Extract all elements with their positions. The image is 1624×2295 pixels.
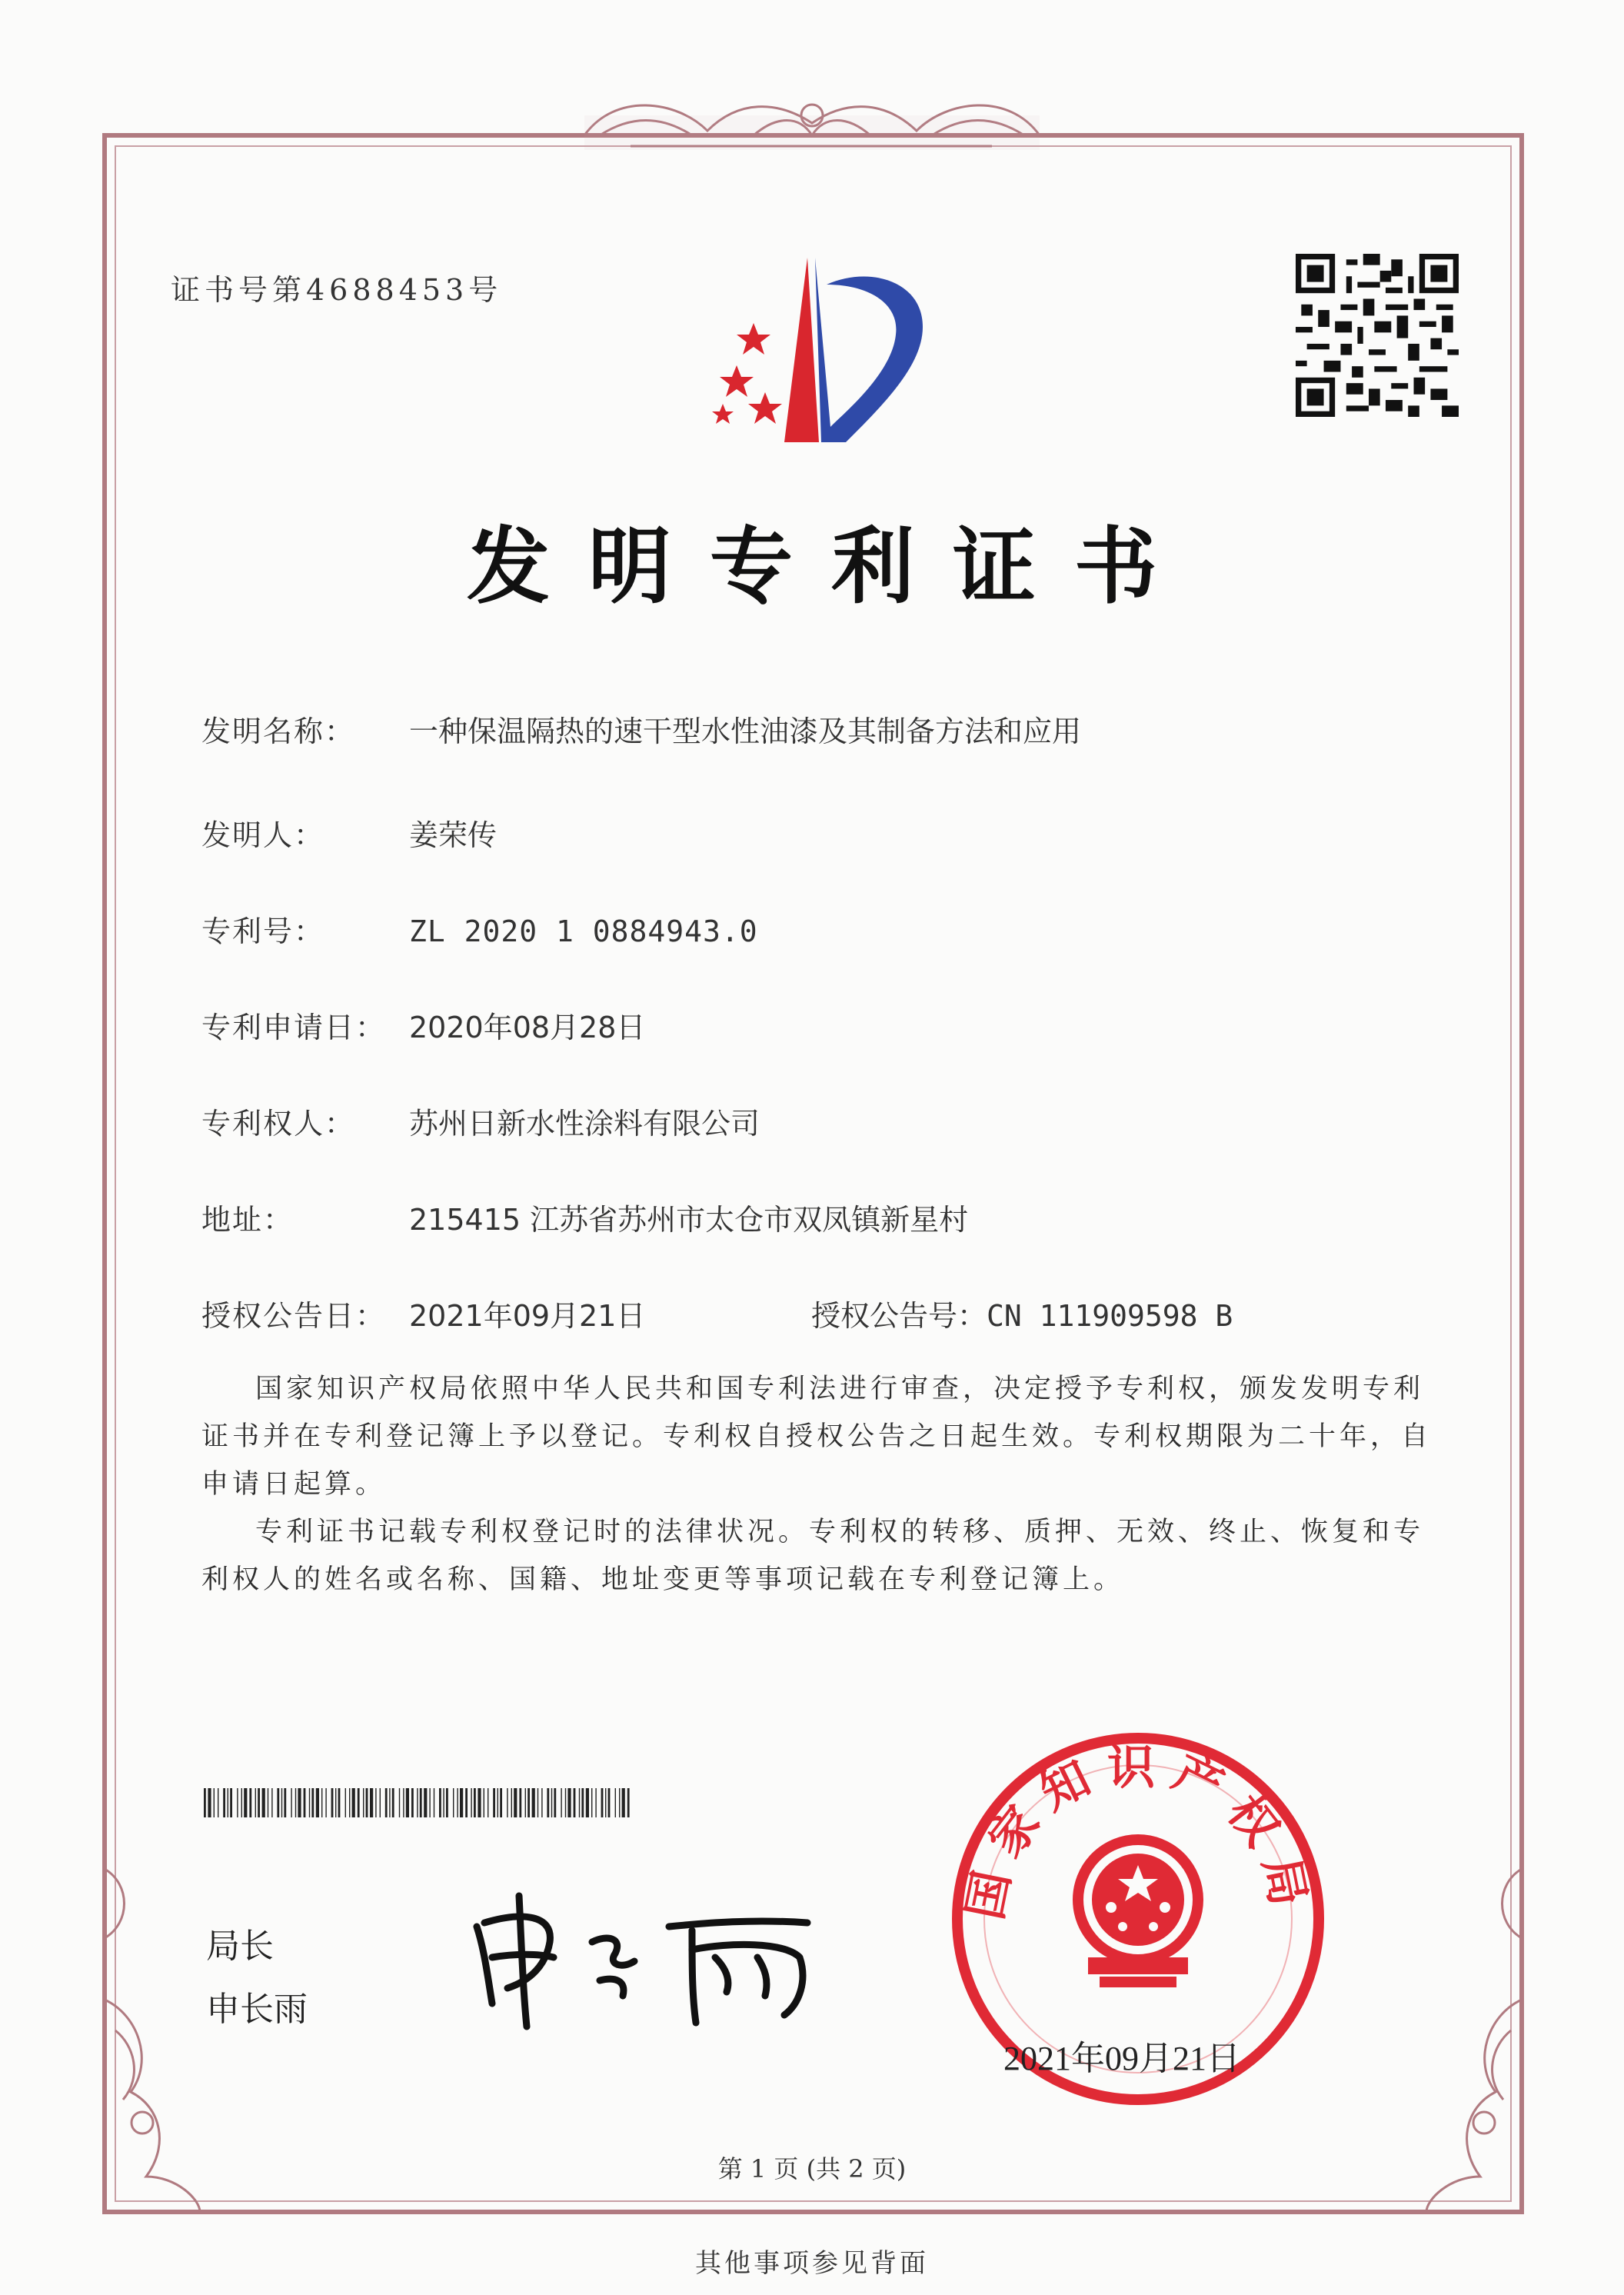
patent-office-logo-icon <box>692 250 946 458</box>
barcode-bar <box>519 1788 521 1817</box>
director-name: 申长雨 <box>206 1990 308 2029</box>
application-date-value: 2020年08月28日 <box>409 1011 646 1044</box>
barcode-bar <box>579 1788 580 1817</box>
field-application-date <box>201 1004 645 1046</box>
barcode-bar <box>565 1788 566 1817</box>
barcode-bar <box>541 1788 542 1817</box>
barcode-icon <box>204 1788 634 1817</box>
barcode-bar <box>554 1788 556 1817</box>
barcode-bar <box>537 1788 538 1817</box>
barcode-bar <box>309 1788 310 1817</box>
barcode-bar <box>551 1788 552 1817</box>
barcode-bar <box>349 1788 350 1817</box>
barcode-bar <box>608 1788 611 1817</box>
field-grant-date <box>201 1292 645 1334</box>
barcode-bar <box>586 1788 589 1817</box>
certificate-number: 证书号第4688453号 <box>171 273 503 307</box>
barcode-bar <box>295 1788 296 1817</box>
grant-date-value: 2021年09月21日 <box>409 1299 646 1333</box>
field-invention-name <box>201 708 1081 750</box>
barcode-bar <box>591 1788 592 1817</box>
application-date-label: 专利申请日： <box>201 1011 387 1044</box>
barcode-bar <box>615 1788 616 1817</box>
barcode-bar <box>567 1788 571 1817</box>
barcode-bar <box>277 1788 279 1817</box>
field-publication-number <box>811 1292 1233 1334</box>
barcode-bar <box>363 1788 364 1817</box>
barcode-bar <box>223 1788 225 1817</box>
barcode-bar <box>281 1788 282 1817</box>
barcode-bar <box>595 1788 596 1817</box>
invention-name-label: 发明名称： <box>201 714 356 748</box>
barcode-bar <box>335 1788 336 1817</box>
publication-number-label: 授权公告号： <box>811 1299 987 1333</box>
barcode-bar <box>619 1788 620 1817</box>
barcode-bar <box>547 1788 549 1817</box>
barcode-bar <box>284 1788 286 1817</box>
barcode-bar <box>581 1788 584 1817</box>
barcode-bar <box>424 1788 427 1817</box>
barcode-bar <box>443 1788 444 1817</box>
paragraph-grant-statement: 国家知识产权局依照中华人民共和国专利法进行审查，决定授予专利权，颁发发明专利证书并在专利登记簿上予以登记。专利权自授权公告之日起生效。专利权期限为二十年，自申请日起算。 <box>201 1374 1433 1500</box>
barcode-bar <box>446 1788 448 1817</box>
paragraph-legal-status: 专利证书记载专利权登记时的法律状况。专利权的转移、质押、无效、终止、恢复和专利权人的姓名或名称、国籍、地址变更等事项记载在专利登记簿上。 <box>201 1517 1425 1595</box>
address-value: 215415 江苏省苏州市太仓市双凤镇新星村 <box>409 1203 969 1237</box>
barcode-bar <box>385 1788 388 1817</box>
barcode-bar <box>478 1788 481 1817</box>
barcode-bar <box>457 1788 458 1817</box>
director-title: 局长 <box>206 1927 274 1966</box>
barcode-bar <box>411 1788 414 1817</box>
barcode-bar <box>321 1788 322 1817</box>
barcode-bar <box>358 1788 360 1817</box>
barcode-bar <box>366 1788 368 1817</box>
barcode-bar <box>214 1788 215 1817</box>
footer-note: 其他事项参见背面 <box>695 2248 929 2279</box>
barcode-bar <box>241 1788 242 1817</box>
barcode-bar <box>255 1788 256 1817</box>
publication-number-value: CN 111909598 B <box>987 1299 1233 1333</box>
barcode-bar <box>325 1788 326 1817</box>
barcode-bar <box>244 1788 247 1817</box>
barcode-bar <box>525 1788 526 1817</box>
barcode-bar <box>627 1788 630 1817</box>
barcode-bar <box>338 1788 341 1817</box>
barcode-bar <box>406 1788 409 1817</box>
body-text <box>201 1365 1432 1604</box>
barcode-bar <box>601 1788 604 1817</box>
barcode-bar <box>417 1788 418 1817</box>
barcode-bar <box>574 1788 576 1817</box>
barcode-bar <box>230 1788 232 1817</box>
barcode-bar <box>375 1788 376 1817</box>
field-patent-number <box>201 908 758 950</box>
barcode-bar <box>429 1788 430 1817</box>
barcode-bar <box>399 1788 400 1817</box>
barcode-bar <box>605 1788 606 1817</box>
barcode-bar <box>392 1788 394 1817</box>
invention-name-value: 一种保温隔热的速干型水性油漆及其制备方法和应用 <box>409 714 1082 748</box>
page-number: 第 1 页 (共 2 页) <box>717 2154 907 2183</box>
barcode-bar <box>460 1788 463 1817</box>
barcode-bar <box>403 1788 404 1817</box>
barcode-bar <box>420 1788 422 1817</box>
patent-number-label: 专利号： <box>201 914 325 948</box>
barcode-bar <box>352 1788 355 1817</box>
field-inventor <box>201 811 497 854</box>
field-patentee <box>201 1100 760 1142</box>
barcode-bar <box>514 1788 517 1817</box>
barcode-bar <box>331 1788 334 1817</box>
inventor-value: 姜荣传 <box>409 818 498 852</box>
barcode-bar <box>316 1788 319 1817</box>
patentee-label: 专利权人： <box>201 1107 356 1141</box>
barcode-bar <box>511 1788 512 1817</box>
grant-date-label: 授权公告日： <box>201 1299 387 1333</box>
barcode-bar <box>304 1788 306 1817</box>
barcode-bar <box>258 1788 260 1817</box>
barcode-bar <box>237 1788 238 1817</box>
address-label: 地址： <box>201 1203 295 1237</box>
field-address <box>201 1196 968 1238</box>
certificate-title: 发明专利证书 <box>466 519 1196 615</box>
seal-date: 2021年09月21日 <box>1003 2040 1240 2077</box>
barcode-bar <box>507 1788 508 1817</box>
barcode-bar <box>345 1788 346 1817</box>
barcode-bar <box>500 1788 502 1817</box>
barcode-bar <box>271 1788 272 1817</box>
barcode-bar <box>474 1788 476 1817</box>
barcode-bar <box>298 1788 301 1817</box>
svg-text:国家知识产权局: 国家知识产权局 <box>956 1738 1320 1924</box>
inventor-label: 发明人： <box>201 818 325 852</box>
barcode-bar <box>389 1788 390 1817</box>
barcode-bar <box>453 1788 454 1817</box>
barcode-bar <box>622 1788 625 1817</box>
patent-number-value: ZL 2020 1 0884943.0 <box>409 914 758 948</box>
barcode-bar <box>380 1788 381 1817</box>
barcode-bar <box>370 1788 373 1817</box>
barcode-bar <box>493 1788 495 1817</box>
director-signature <box>461 1880 830 2034</box>
barcode-bar <box>249 1788 251 1817</box>
barcode-bar <box>311 1788 314 1817</box>
barcode-bar <box>465 1788 468 1817</box>
barcode-bar <box>532 1788 535 1817</box>
barcode-bar <box>527 1788 530 1817</box>
barcode-bar <box>208 1788 211 1817</box>
director-block <box>206 1915 308 2041</box>
patentee-value: 苏州日新水性涂料有限公司 <box>409 1107 760 1141</box>
barcode-bar <box>439 1788 441 1817</box>
barcode-bar <box>262 1788 265 1817</box>
barcode-bar <box>204 1788 206 1817</box>
qr-code-icon <box>1296 254 1459 417</box>
